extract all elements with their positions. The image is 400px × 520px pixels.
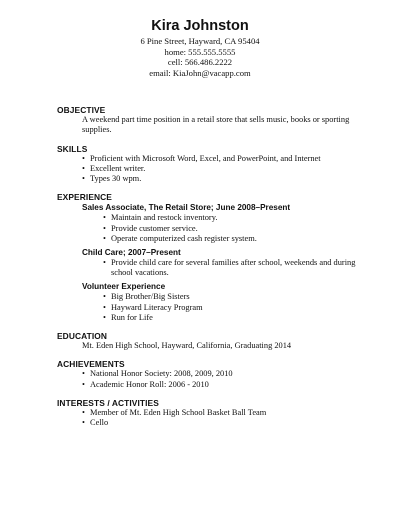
section-title-objective: OBJECTIVE: [57, 105, 106, 115]
education-text: Mt. Eden High School, Hayward, California, Graduating 2014: [82, 341, 292, 351]
job-duties: [57, 213, 377, 244]
job-entry: [57, 248, 377, 278]
skills-list: [57, 154, 377, 185]
job-title: Sales Associate, The Retail Store; June 2008–Present: [82, 203, 291, 213]
list-item: • Excellent writer.: [90, 164, 377, 174]
list-item: • National Honor Society: 2008, 2009, 2010: [90, 369, 377, 379]
list-item: • Academic Honor Roll: 2006 - 2010: [90, 380, 377, 390]
list-item: • Provide customer service.: [111, 224, 377, 234]
job-title: Child Care; 2007–Present: [82, 248, 181, 258]
achievements-list: [57, 369, 377, 389]
education-section: [57, 331, 377, 351]
section-title-achievements: ACHIEVEMENTS: [57, 359, 125, 370]
job-duties: [57, 258, 377, 278]
list-item: • Operate computerized cash register system.: [111, 234, 377, 244]
list-item: • Run for Life: [111, 313, 377, 323]
job-duties: [57, 292, 377, 323]
list-item: • Types 30 wpm.: [90, 174, 377, 184]
candidate-name: Kira Johnston: [151, 18, 249, 34]
skills-section: [57, 144, 377, 185]
section-title-education: EDUCATION: [57, 331, 108, 342]
email-address: email: KiaJohn@vacapp.com: [149, 67, 251, 78]
list-item: • Big Brother/Big Sisters: [111, 292, 377, 302]
list-item: • Provide child care for several families after school, weekends and during school vacations.: [111, 258, 377, 278]
address: 6 Pine Street, Hayward, CA 95404: [140, 36, 260, 46]
section-title-interests: INTERESTS / ACTIVITIES: [57, 397, 159, 408]
achievements-section: [57, 359, 377, 389]
cell-phone: cell: 566.486.2222: [167, 57, 233, 68]
objective-text: A weekend part time position in a retail store that sells music, books or sporting supplies.: [82, 115, 350, 135]
resume-body: [57, 105, 377, 436]
home-phone: home: 555.555.5555: [164, 46, 236, 57]
interests-section: [57, 398, 377, 428]
resume-header: [0, 0, 400, 78]
objective-section: [57, 105, 377, 136]
section-title-skills: SKILLS: [57, 143, 88, 154]
job-entry: [57, 203, 377, 244]
interests-list: [57, 408, 377, 428]
section-title-experience: EXPERIENCE: [57, 192, 112, 203]
list-item: • Hayward Literacy Program: [111, 303, 377, 313]
list-item: • Member of Mt. Eden High School Basket Ball Team: [90, 408, 377, 418]
list-item: • Maintain and restock inventory.: [111, 213, 377, 223]
job-entry: [57, 282, 377, 323]
experience-section: [57, 192, 377, 323]
list-item: • Proficient with Microsoft Word, Excel, and PowerPoint, and Internet: [90, 154, 377, 164]
job-title: Volunteer Experience: [82, 282, 166, 292]
list-item: • Cello: [90, 418, 377, 428]
